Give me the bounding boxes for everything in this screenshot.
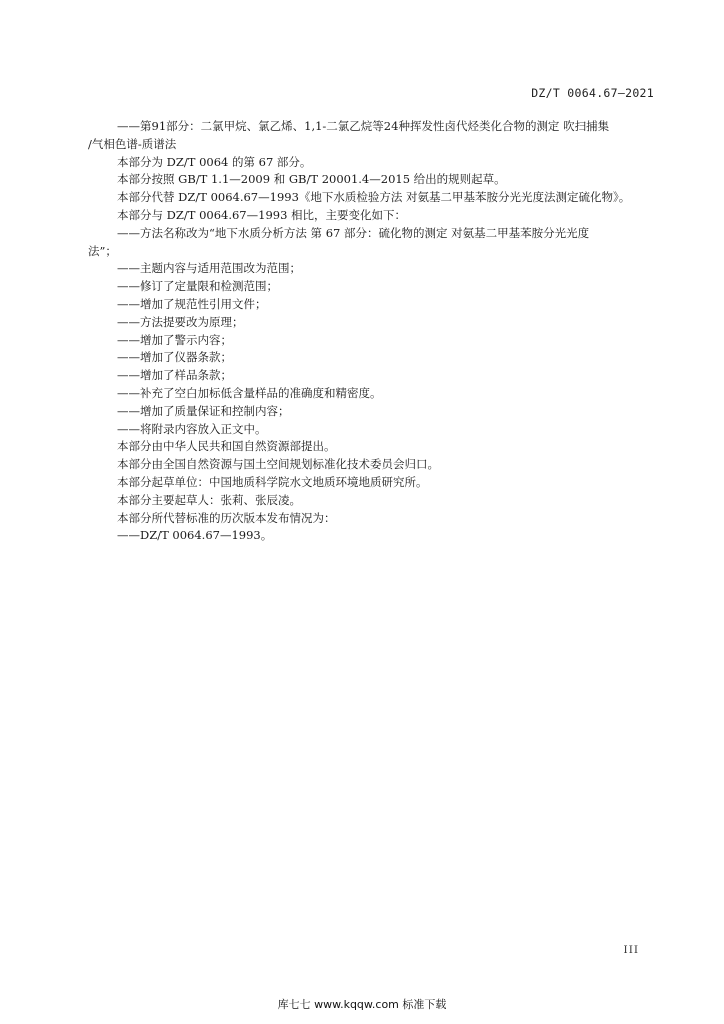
text-line: 本部分起草单位：中国地质科学院水文地质环境地质研究所。: [117, 474, 428, 489]
text-line: 本部分由中华人民共和国自然资源部提出。: [117, 439, 336, 454]
text-line: 本部分主要起草人：张莉、张辰凌。: [117, 492, 301, 507]
text-line: 本部分按照 GB/T 1.1—2009 和 GB/T 20001.4—2015 给出的规则起草。: [117, 172, 506, 187]
text-line: 本部分代替 DZ/T 0064.67—1993《地下水质检验方法 对氨基二甲基苯胺分光光度法测定硫化物》。: [117, 190, 631, 205]
text-line: ——主题内容与适用范围改为范围；: [117, 261, 301, 276]
document-code-header: DZ/T 0064.67—2021: [531, 86, 654, 100]
text-line: 本部分所代替标准的历次版本发布情况为：: [117, 510, 336, 525]
text-line: ——补充了空白加标低含量样品的准确度和精密度。: [117, 385, 382, 400]
text-line: ——方法提要改为原理；: [117, 314, 244, 329]
text-line: ——DZ/T 0064.67—1993。: [117, 528, 273, 543]
footer-watermark: 库七七 www.kqqw.com 标准下载: [277, 998, 447, 1011]
text-line: ——增加了规范性引用文件；: [117, 296, 267, 311]
text-line: 本部分由全国自然资源与国土空间规划标准化技术委员会归口。: [117, 457, 439, 472]
text-line: 本部分与 DZ/T 0064.67—1993 相比，主要变化如下：: [117, 207, 407, 222]
text-line: 法”；: [88, 243, 117, 258]
text-line: ——第91部分：二氯甲烷、氯乙烯、1,1-二氯乙烷等24种挥发性卤代烃类化合物的测定 吹扫捕集: [117, 119, 610, 133]
text-line: ——增加了仪器条款；: [117, 350, 232, 365]
foreword-body: [88, 118, 668, 545]
page-number: III: [623, 944, 639, 956]
text-line: /气相色谱-质谱法: [88, 136, 177, 151]
text-line: ——方法名称改为“地下水质分析方法 第 67 部分：硫化物的测定 对氨基二甲基苯胺分光光度: [117, 225, 590, 240]
text-line: 本部分为 DZ/T 0064 的第 67 部分。: [117, 154, 312, 169]
text-line: ——增加了样品条款；: [117, 368, 232, 383]
text-line: ——将附录内容放入正文中。: [117, 421, 267, 436]
text-line: ——修订了定量限和检测范围；: [117, 279, 278, 294]
text-line: ——增加了警示内容；: [117, 332, 232, 347]
text-line: ——增加了质量保证和控制内容；: [117, 403, 290, 418]
